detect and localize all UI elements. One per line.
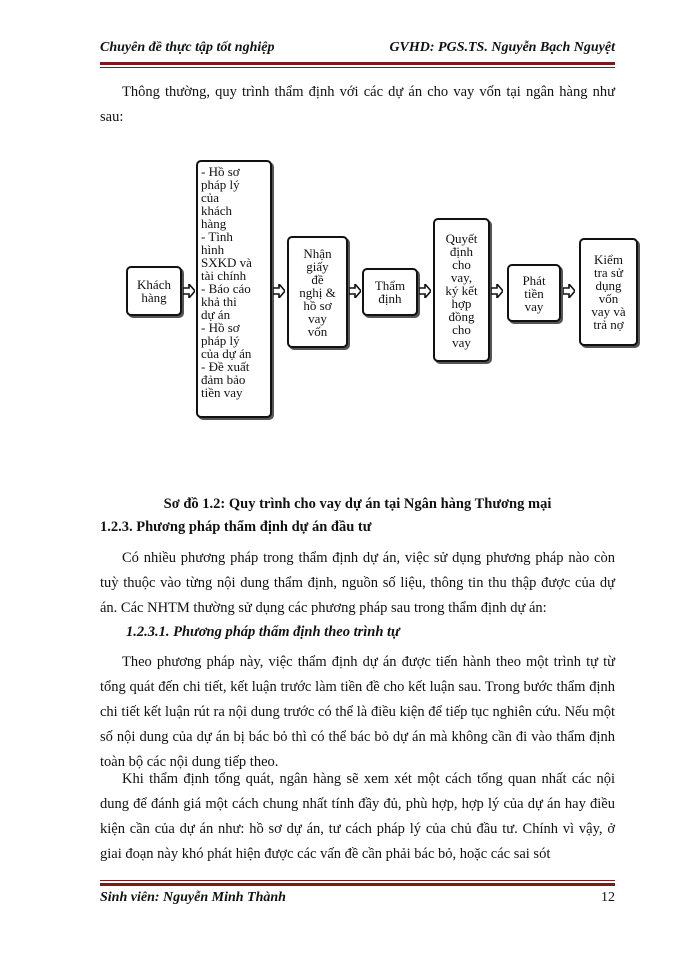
subsection-heading: 1.2.3.1. Phương pháp thẩm định theo trình tự xyxy=(126,624,400,640)
arrow-right-icon xyxy=(273,284,285,298)
box-decision-label: Quyết định cho vay, ký kết hợp đồng cho vay xyxy=(445,230,478,350)
box-receive-application-label: Nhận giấy đề nghị & hồ sơ vay vốn xyxy=(299,245,336,339)
header-rule-thin xyxy=(100,67,615,68)
arrow-right-icon xyxy=(491,284,503,298)
arrow-right-icon xyxy=(419,284,431,298)
diagram-box-monitoring xyxy=(579,238,638,346)
box-disbursement-label: Phát tiền vay xyxy=(522,272,546,314)
header-course-title: Chuyên đề thực tập tốt nghiệp xyxy=(100,40,275,55)
paragraph-2: Theo phương pháp này, việc thẩm định dự án được tiến hành theo một trình tự từ tổng quát đến chi tiết, kết luận trước làm tiền đề cho kết luận sau. Trong bước thẩm định chi tiết kết luận rút ra nội dung trước có thể là điều kiện để tiếp tục nghiên cứu. Nếu một số nội dung của dự án bị bác bỏ thì có thể bác bỏ dự án mà không cần đi vào thẩm định toàn bộ các nội dung tiếp theo. xyxy=(100,654,615,770)
paragraph-1: Có nhiều phương pháp trong thẩm định dự án, việc sử dụng phương pháp nào còn tuỳ thuộc vào từng nội dung thẩm định, nguồn số liệu, thông tin thu thập được của dự án. Các NHTM thường sử dụng các phương pháp sau trong thẩm định dự án: xyxy=(100,550,615,616)
diagram-box-customer xyxy=(126,266,182,316)
diagram-box-receive-application xyxy=(287,236,348,348)
header-advisor: GVHD: PGS.TS. Nguyễn Bạch Nguyệt xyxy=(389,40,615,55)
box-appraisal-label: Thẩm định xyxy=(374,278,406,306)
diagram-box-decision xyxy=(433,218,490,362)
arrow-right-icon xyxy=(563,284,575,298)
footer-rule-thick xyxy=(100,883,615,886)
diagram-box-documents xyxy=(196,160,272,418)
paragraph-3: Khi thẩm định tổng quát, ngân hàng sẽ xem xét một cách tổng quan nhất các nội dung để đánh giá một cách chung nhất tính đầy đủ, phù hợp, hợp lý của dự án hay điều kiện cần của dự án như: hồ sơ dự án, tư cách pháp lý của chủ đầu tư. Chính vì vậy, ở giai đoạn này khó phát hiện được các vấn đề cần phải bác bỏ, hoặc các sai sót xyxy=(100,771,615,862)
page-number: 12 xyxy=(601,890,615,905)
page-footer xyxy=(100,890,615,906)
intro-paragraph: Thông thường, quy trình thẩm định với các dự án cho vay vốn tại ngân hàng như sau: xyxy=(100,84,615,125)
footer-student: Sinh viên: Nguyễn Minh Thành xyxy=(100,890,286,905)
box-documents-label: - Hồ sơ pháp lý của khách hàng - Tình hình SXKD và tài chính - Báo cáo khả thi dự án - Hồ sơ pháp lý của dự án - Đề xuất đảm bảo tiền vay xyxy=(201,164,252,400)
footer-rule-thin xyxy=(100,880,615,881)
section-heading: 1.2.3. Phương pháp thẩm định dự án đầu tư xyxy=(100,519,372,535)
box-customer-label: Khách hàng xyxy=(137,277,171,305)
diagram-box-disbursement xyxy=(507,264,561,322)
box-monitoring-label: Kiểm tra sử dụng vốn vay và trả nợ xyxy=(591,252,626,332)
diagram-caption: Sơ đồ 1.2: Quy trình cho vay dự án tại Ngân hàng Thương mại xyxy=(163,496,552,512)
diagram-box-appraisal xyxy=(362,268,418,316)
page-header xyxy=(100,40,615,60)
header-rule-thick xyxy=(100,62,615,65)
arrow-right-icon xyxy=(349,284,361,298)
arrow-right-icon xyxy=(183,284,195,298)
